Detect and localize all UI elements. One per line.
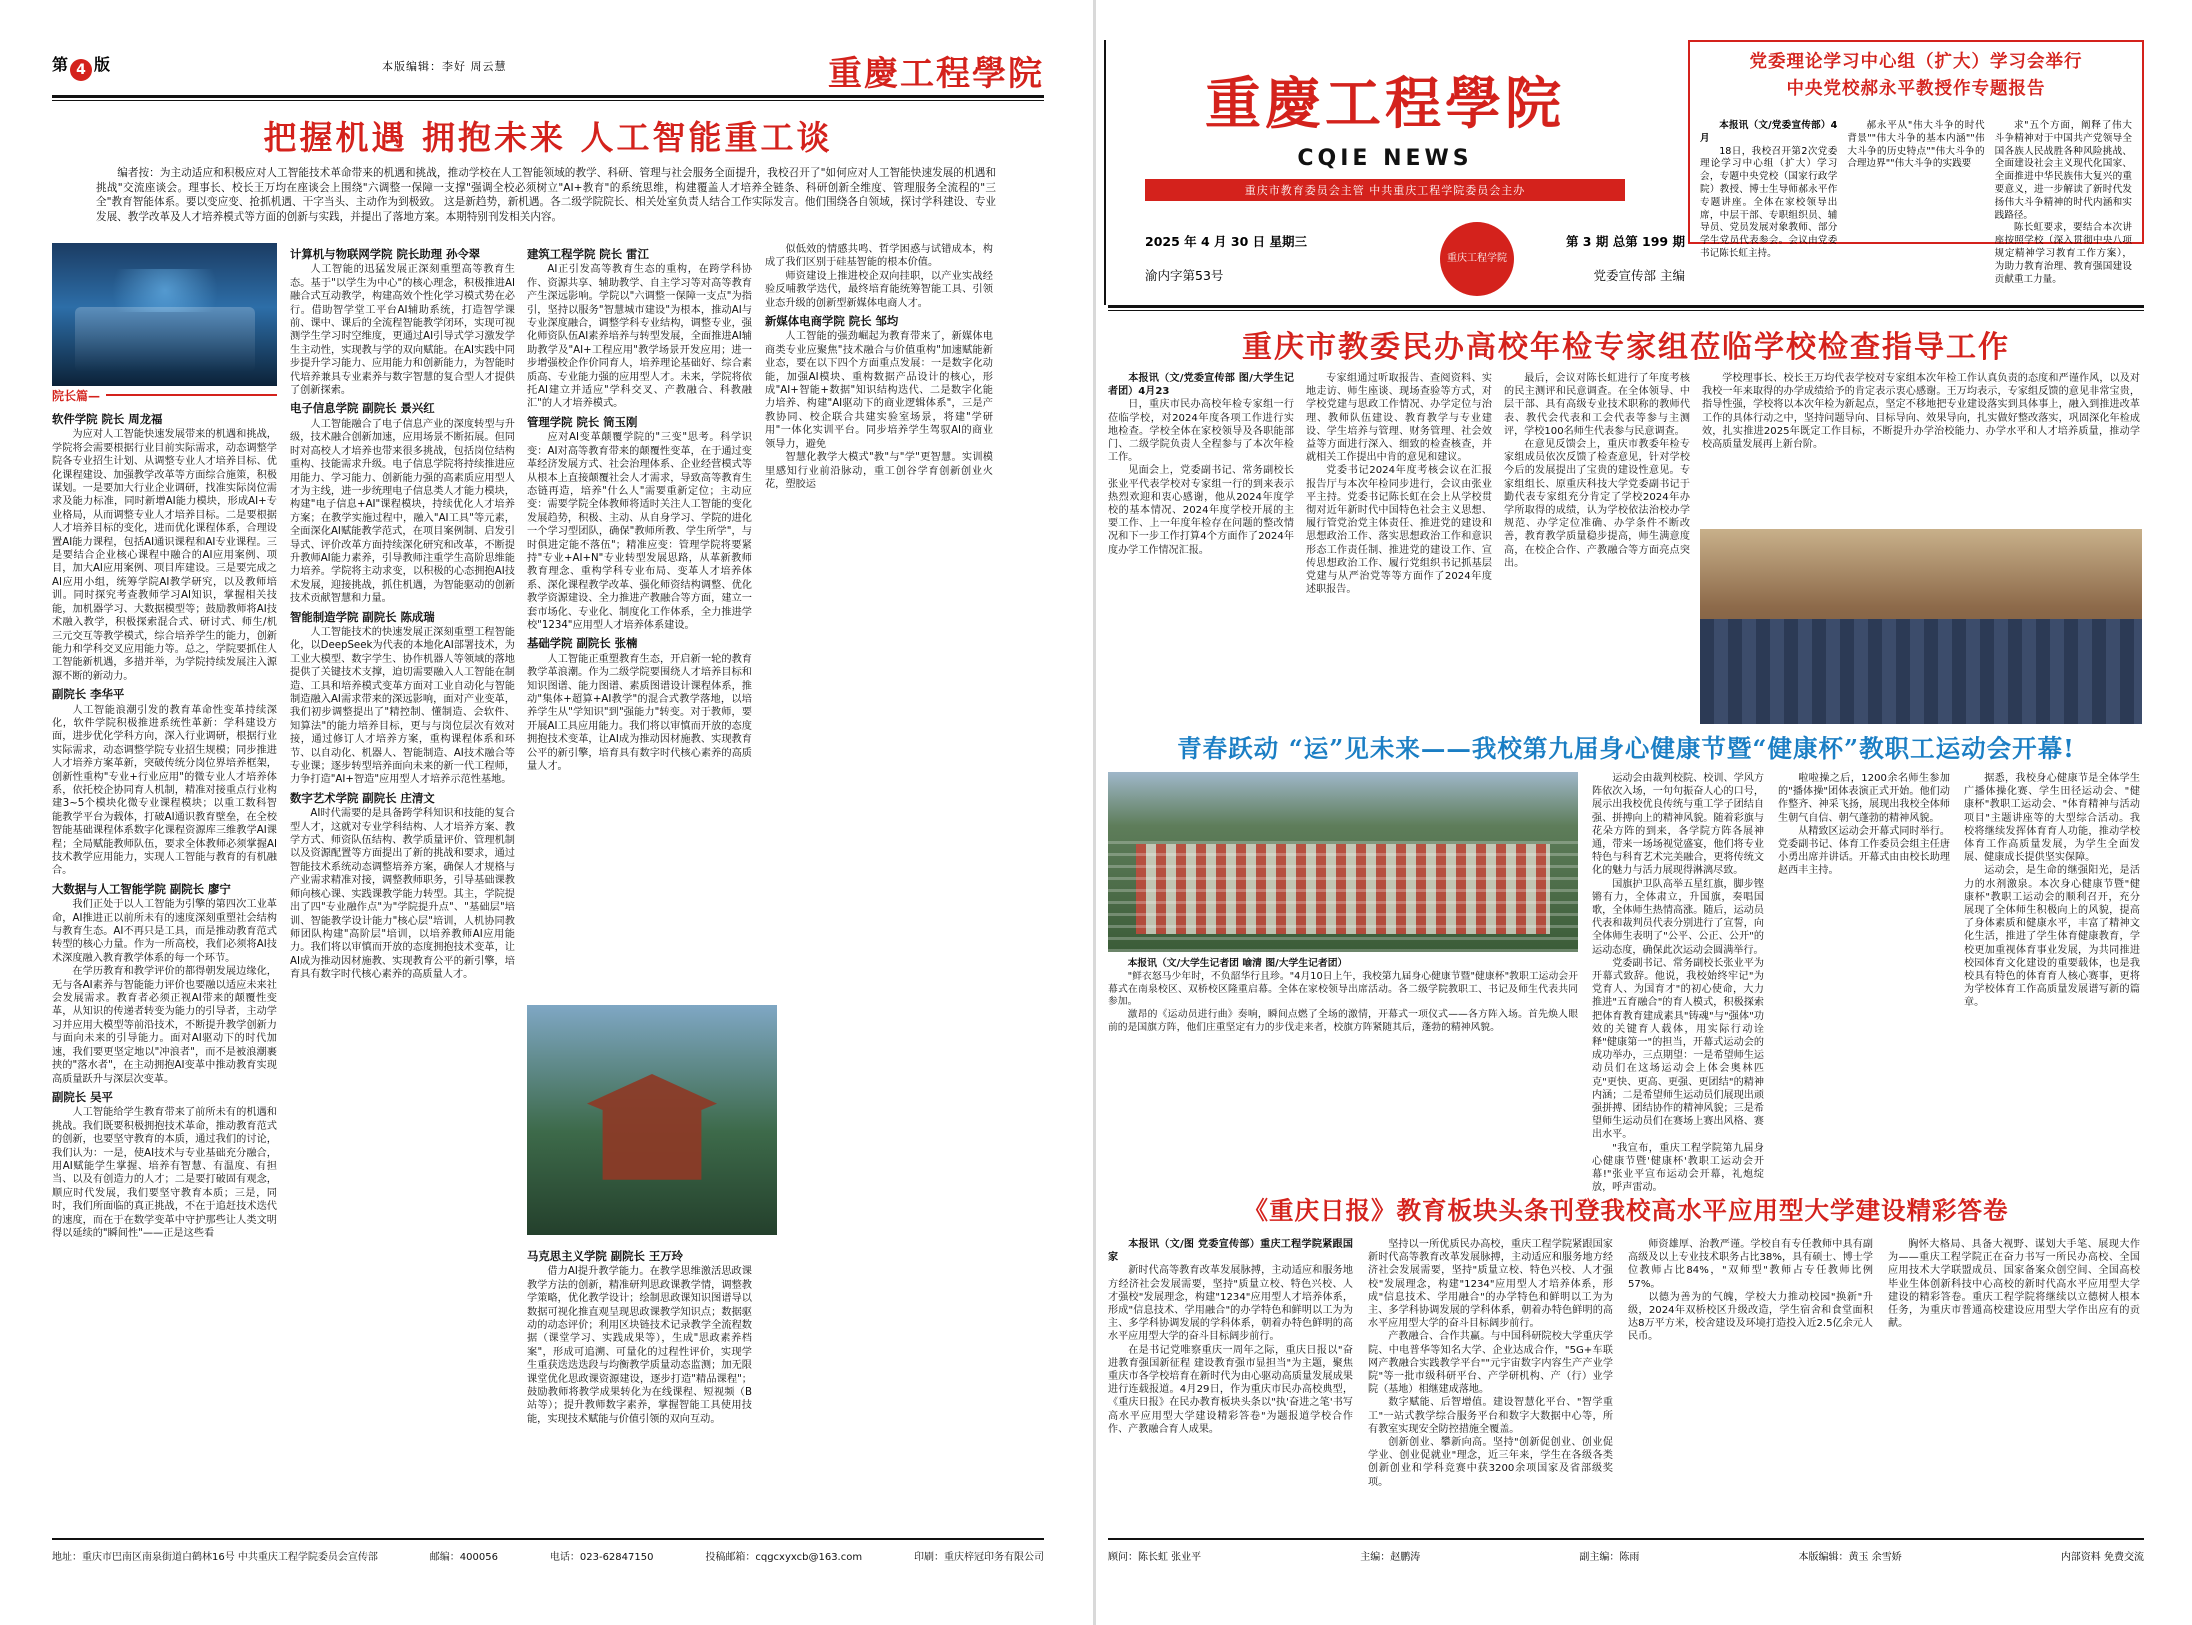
article1-column-2: 专家组通过听取报告、查阅资料、实地走访、师生座谈、现场查验等方式，对学校党建与思政工作情况、办学定位与治理、教师队伍建设、教育教学与专业建设、学生培养与管理、财务管理、社会效益等方面进行深入、细致的检查核查，并就相关工作提出中肯的意见和建议。 党委书记2024年度考核会议在汇报报告厅与本次年检同步进行，会议由张业平主持。党委书记陈长虹在会上从学校贯彻对近年新时代中国特色社会主义思想、履行管党治党主体责任、推进党的建设和思想政治工作、落实思想政治工作和意识形态工作责任制、推进党的建设工作、宣传思想政治工作、履行党组织书记抓基层党建与从严治党等等方面作了2024年度述职报告。 [1306, 373, 1492, 596]
top-box-byline: 本报讯（文/党委宣传部）4月 [1700, 120, 1838, 144]
left-column-2: 计算机与物联网学院 院长助理 孙令翠 人工智能的迅猛发展正深刻重塑高等教育生态。基于"以学生为中心"的核心理念，积极推进AI融合式互动教学，构建高效个性化学习模式势在必行。借助智学堂工平台AI辅助系统，打造智学课前、课中、课后的全流程智能教学闭环，实现可视测学生学习时空维度，更通过AI引导式学习激发学生主动性，实现教与学的双向赋能。在AI实践中同步提升学习能力、应用能力和创新能力，为智能时代培养兼具专业素养与数字智慧的复合型人才提供了创新探索。 电子信息学院 副院长 景兴红 人工智能融合了电子信息产业的深度转型与升级，技术融合创新加速，应用场景不断拓展。但同时对高校人才培养也带来很多挑战，包括岗位结构重构、技能需求升级。电子信息学院将持续推进应用能力、学习能力、创新能力强的高素质应用型人才为主线，进一步统理电子信息类人才能力模块，构建"电子信息+AI"课程模块，持续优化人才培养方案；在教学实施过程中，融入"AI工具"等元素，全面深化AI赋能教学范式，在项目案例制、启发引导式、评价改革方面持续深化研究和改革，不断提升教师AI能力素养，引导教师注重学生高阶思维能力培养。学院将主动求变，以积极的心态拥抱AI技术发展，迎接挑战，抓住机遇，为智能驱动的创新技术贡献智慧和力量。 智能制造学院 副院长 陈成瑞 人工智能技术的快速发展正深刻重塑工程智能化，以DeepSeek为代表的本地化AI部署技术，为工业大模型、数字学生、协作机器人等领域的落地提供了关键技术支撑，迫切需要融入人工智能在制造、工具和培养模式变革方面对工业自动化与智能制造融入AI需求带来的深远影响，面对产业变革，我们初步调整提出了"精控制、懂制造、会软件、知算法"的能力培养目标，更与与岗位层次有效对接，通过修订人才培养方案，重构课程体系和环节、以自动化、机器人、智能制造、AI技术融合等专业课；逐步转型培养面向未来的新一代工程师，力争打造"AI+智造"应用型人才培养示范性基地。 数字艺术学院 副院长 庄清文 AI时代需要的是具备跨学科知识和技能的复合型人才，这就对专业学科结构、人才培养方案、教学方式、师资队伍结构、教学质量评价、管理机制以及资源配置等方面提出了新的挑战和要求，通过智能技术系统动态调整培养方案，确保人才规格与产业需求精准对接，调整教师职务，引导基础课教师向核心课、实践课教学能力转型。其主，学院提出了四"专业融作点"为"学院提升点"、"基础层"培训、智能教学设计能力"核心层"培训，人机协同教师团队构建"高阶层"培训，以培养教师AI应用能力。我们将以审慎而开放的态度拥抱技术变革，让AI成为推动因材施教、实现教育公平的新引擎，培育具有数字时代核心素养的高质量人才。 [290, 247, 515, 981]
page-right [1096, 0, 2192, 1625]
col1-head-2: 大数据与人工智能学院 副院长 廖宁 [52, 881, 231, 896]
footer-email: 投稿邮箱：cqgcxyxcb@163.com [705, 1552, 863, 1563]
divider [52, 95, 1044, 98]
page-number: 第 4 版 [52, 52, 110, 81]
divider [52, 100, 1044, 101]
col3-head-3: 马克思主义学院 副院长 王万玲 [527, 1249, 684, 1263]
col2-head-3: 数字艺术学院 副院长 庄清文 [290, 790, 435, 805]
col3-head-0: 建筑工程学院 院长 雷江 [527, 247, 649, 261]
top-box-title-line1: 党委理论学习中心组（扩大）学习会举行 [1749, 52, 2083, 72]
left-footer [52, 1548, 1044, 1563]
article3-column-2: 坚持以一所优质民办高校，重庆工程学院紧跟国家新时代高等教育改革发展脉搏，主动适应和服务地方经济社会发展需要，坚持"质量立校、特色兴校、人才强校"发展理念，构建"1234"应用型人才培养体系，形成"信息技术、学用融合"的办学特色和鲜明以工为为主、多学科协调发展的学科体系，朝着办特色鲜明的高水平应用型大学的奋斗目标阔步前行。 产教融合、合作共赢。与中国科研院校大学重庆学院、中电普华等知名大学、企业达成合作，"5G+车联网产教融合实践教学平台""元宇宙数字内容生产产业学院"等一批市级科研平台、产学研机构、产（行）业学院（基地）相继建成落地。 数字赋能、后智增值。建设智慧化平台、"智学重工"一站式教学综合服务平台和数字大数据中心等，所有教室实现安全防控措施全覆盖。 创新创业、攀新向高。坚持"创新促创业、创业促学业、创业促就业"理念，近三年来，学生在各级各类创新创业和学科竞赛中获3200余项国家及省部级奖项。 [1368, 1239, 1613, 1488]
publisher-dept: 党委宣传部 主编 [1593, 268, 1685, 283]
issue-date: 2025 年 4 月 30 日 星期三 [1145, 234, 1307, 249]
campus-ai-photo [52, 243, 277, 386]
left-column-1: 软件学院 院长 周龙福 为应对人工智能快速发展带来的机遇和挑战，学院将会需要根据行业目前实际需求，动态调整学院各专业招生计划、从调整专业人才培养目标、优化课程建设、加强教学改革等方面综合施策，积极谋划。一是要加大行业企业调研，找准实际岗位需求及能力标准，同时新增AI能力模块，形成AI+专业格局，从而调整专业人才培养目标。二是要根据人才培养目标的变化，进而优化课程体系，合理设置AI能力课程，包括AI通识课程和AI专业课程。三是要结合企业核心课程中融合的AI应用案例、项目，加大AI应用案例、项目库建设。三是要完成之AI应用小组，统筹学院AI教学研究，以及教师培训。同时探究考查教师学习AI知识，掌握相关技能，加机器学习、大数据模型等；鼓励教师将AI技术融入教学，积极探索混合式、研讨式、师生/机三元交互等教学模式，综合培养学生的能力，创新能力和学科交叉应用能力等。总之，学院要抓住人工智能新机遇，多措并举，为学院持续发展注入源源不断的新动力。 副院长 李华平 人工智能浪潮引发的教育革命性变革持续深化，软件学院积极推进系统性革新：学科建设方面，进步优化学科方向，深入行业调研，根据行业实际需求，动态调整学院专业招生规模；同步推进人才培养方案革新，突破传统分岗位界培养框架，创新性重构"专业+行业应用"的微专业人才培养体系，依托校企协同育人机制，精准对接重点行业构建3~5个模块化微专业课程模块；以重工数科智能教学平台为载体，打破AI通识教育壁垒，在全校智能基础课程体系数字化课程资源库三维教学AI课程；全局赋能教师队伍，要求全体教师必须掌握AI技术教学应用能力，实现人工智能与教育的有机融合。 大数据与人工智能学院 副院长 廖宁 我们正处于以人工智能为引擎的第四次工业革命，AI推进正以前所未有的速度深刻重塑社会结构与教育生态。AI不再只是工具，而是推动教育范式转型的核心力量。作为一所高校，我们必须将AI技术深度融入教育教学体系的每一个环节。 在学历教育和教学评价的都得朝发展边缘化，无与各AI素养与智能能力评价也要融以适应未来社会发展需求。教育者必须正视AI带来的颠覆性变革，从知识的传递者转变为能力的引导者，主动学习并应用大模型等前沿技术，不断提升教学创新力与面向未来的引导能力。面对AI驱动下的时代加速，我们要更坚定地以"冲浪者"，而不是被浪潮裹挟的"落水者"，在主动拥抱AI变革中推动教育实现高质量跃升与深层次变革。 副院长 吴平 人工智能给学生教育带来了前所未有的机遇和挑战。我们既要积极拥抱技术革命，推动教育范式的创新，也要坚守教育的本质，通过我们的讨论，我们认为：一是，使AI技术与专业基础充分融合，用AI赋能学生掌握、培养有智慧、有温度、有担当、以及有创造力的人才；二是要打破固有观念，顺应时代发展，我们要坚守教育本质；三是，同时，我们所面临的真正挑战，不在于追赶技术迭代的速度，而在于在数学变革中守护那些让人类文明得以延续的"瞬间性"——正是这些看 [52, 412, 277, 1239]
col4-head-0: 新媒体电商学院 院长 邹均 [765, 314, 899, 329]
article3-column-1: 本报讯（文/图 党委宣传部）重庆工程学院紧跟国家 新时代高等教育改革发展脉搏，主动适应和服务地方经济社会发展需要，坚持"质量立校、特色兴校、人才强校"发展理念，构建"1234"应用型人才培养体系，形成"信息技术、学用融合"的办学特色和鲜明以工为为主、多学科协调发展的学科体系，朝着办特色鲜明的高水平应用型大学的奋斗目标阔步前行。 在是书记党唯察重庆一周年之际，重庆日报以"奋进教育强国新征程 建设教育强市显担当"为主题，聚焦重庆市各学校培育在新时代为由心驱动高质量发展成果进行连载报道。4月29日，作为重庆市民办高校典型，《重庆日报》在民办教育板块头条以"执'奋进之笔'书写高水平应用型大学建设精彩答卷"为题报道学校合作作、产教融合育人成果。 [1108, 1239, 1353, 1435]
footer-page-editor: 本版编辑：黄玉 余雪娇 [1798, 1552, 1902, 1563]
footer-address: 地址：重庆市巴南区南泉街道白鹤林16号 中共重庆工程学院委员会宣传部 [52, 1552, 378, 1563]
left-page-header [52, 46, 1044, 94]
article3-column-4: 胸怀大格局、具备大视野、谋划大手笔、展现大作为——重庆工程学院正在奋力书写一所民办高校、全国应用技术大学联盟成员、国家备案众创空间、全国高校毕业生体创新科技中心高校的新时代高水平应用型大学建设的精彩答卷。重庆工程学院将继续以立德树人根本任务，为重庆市普通高校建设应用型大学作出应有的贡献。 [1888, 1239, 2140, 1330]
article1-column-3: 最后，会议对陈长虹进行了年度考核的民主测评和民意调查。在全体领导、中层干部、具有高级专业技术职称的教师代表、教代会代表和工会代表等参与主测评，学校100名师生代表参与民意调查。 在意见反馈会上，重庆市教委年检专家组成员依次反馈了检查意见，针对学校今后的发展提出了宝贵的建设性意见。专家组组长、原重庆科技大学党委副书记于勤代表专家组充分肯定了学校2024年办学所取得的成绩，认为学校依法治校办学规范、办学定位准确、办学条件不断改善，教育教学质量稳步提高，师生满意度高，在校企合作、产教融合等方面亮点突出。 [1504, 373, 1690, 569]
footer-advisor: 顾问：陈长虹 张业平 [1108, 1552, 1202, 1563]
col1-head-0: 软件学院 院长 周龙福 [52, 412, 163, 426]
article3-column-3: 师资雄厚、治教严谨。学校自有专任教师中具有副高级及以上专业技术职务占比38%，具有硕士、博士学位教师占比84%，"双师型"教师占专任教师比例57%。 以德为善为的气魄，学校大力推动校园"换新"升级，2024年双桥校区升级改造，学生宿舍和食堂面积达8万平方米，校舍建设及环境打造投入近2.5亿余元人民币。 [1628, 1239, 1873, 1343]
col1-head-1: 副院长 李华平 [52, 687, 125, 702]
footer-printer: 印刷：重庆梓冠印务有限公司 [914, 1552, 1044, 1563]
col2-head-2: 智能制造学院 副院长 陈成瑞 [290, 609, 435, 624]
issue-number: 第 3 期 总第 199 期 [1565, 234, 1685, 249]
col2-head-0: 计算机与物联网学院 院长助理 孙令翠 [290, 247, 481, 261]
pavilion-photo [527, 1005, 777, 1235]
left-column-3b: 马克思主义学院 副院长 王万玲 借力AI提升教学能力。在教学思维激活思政课教学方法的创新，精准研判思政课教学情，调整教学策略，优化教学设计；绘制思政课知识图谱导以数据可视化推直观呈现思政课教学知识点；数据驱动的动态评价；利用区块链技术记录教学全流程数据（课堂学习、实践成果等），生成"思政素养档案"，形成可追溯、可量化的过程性评价，实现学生重获迭迭迭段与均衡教学质量动态监测；加无限课堂优化思政课资源建设，逐步打造"精品课程"；鼓励教师将教学成果转化为在线课程、短视频（B站等）；提升教师数字素养，掌握智能工具使用技能，实现技术赋能与价值引领的双向互动。 [527, 1249, 752, 1425]
university-seal: 重庆工程学院 [1440, 222, 1514, 296]
left-editors: 本版编辑：李好 周云慧 [382, 60, 507, 73]
top-highlight-box: 党委理论学习中心组（扩大）学习会举行 中央党校郝永平教授作专题报告 本报讯（文/党委宣传部）4月 18日，我校召开第2次党委理论学习中心组（扩大）学习会，专题中央党校（国家行政学院）教授、博士生导师郝永平作专题讲座。全体在家校领导出席，中层干部、专职组织员、辅导员、党员发展对象教师、部分学生党员代表参会。会议由党委书记陈长虹主持。 郝永平从"伟大斗争的时代背景""伟大斗争的基本内涵""伟大斗争的历史特点""伟大斗争的合理边界""伟大斗争的实践要 求"五个方面，阐释了伟大斗争精神对于中国共产党领导全国各族人民战胜各种风险挑战、全面建设社会主义现代化国家、全面推进中华民族伟大复兴的重要意义，进一步解读了新时代发扬伟大斗争精神的时代内涵和实践路径。 陈长虹要求，要结合本次讲座按照学校（深入贯彻中央八项规定精神学习教育工作方案），为助力教育治理、教育强国建设贡献重工力量。 [1688, 40, 2144, 244]
article1-column-1: 本报讯（文/党委宣传部 图/大学生记者团）4月23 日，重庆市民办高校年检专家组一行莅临学校，对2024年度各项工作进行实地检查。学校全体在家校领导及各职能部门、二级学院负责人全程参与了本次年检工作。 见面会上，党委副书记、常务副校长张业平代表学校对专家组一行的到来表示热烈欢迎和衷心感谢，他从2024年度学校的基本情况、2024年度学校开展的主要工作、上一年度年检存在问题的整改情况和下一步工作打算4个方面作了2024年度办学工作情况汇报。 [1108, 373, 1294, 556]
article1-column-4: 学校理事长、校长王万均代表学校对专家组本次年检工作认真负责的态度和严谨作风，以及对我校一年来取得的办学成绩给予的肯定表示衷心感谢。王万均表示，专家组反馈的意见非常宝贵，指导性强，学校将以本次年检为新起点，坚定不移地把专业建设落实到具体事上，融入到推进改革工作的具体行动之中，坚持问题导向、目标导向、效果导向，扎实做好整改落实，巩固深化年检成效，扎实推进2025年既定工作目标，不断提升办学治校能力、办学水平和人才培养质量，推动学校高质量发展再上新台阶。 [1702, 373, 2140, 451]
divider [52, 1538, 1044, 1540]
masthead-title: 重慶工程學院 [1205, 71, 1565, 137]
left-column-4: 似低效的情感共鸣、哲学困惑与试错成本，构成了我们区别于硅基智能的根本价值。 师资建设上推进校企双向挂职，以产业实战经验反哺教学迭代，最终培育能统筹智能工具、引领业态升级的创新型新媒体电商人才。 新媒体电商学院 院长 邹均 人工智能的强劲崛起为教育带来了，新媒体电商类专业应聚焦"技术融合与价值重构"加速赋能新业态，要在以下四个方面重点发展：一是数字化动能，加强AI模块、重构数据产品设计的核心，形成"AI+智能+数据"知识结构迭代、二是数字化能力培养、构建"AI驱动下的商业逻辑体系"，三是产教协同、校企联合共建实验室场景，将建"学研用"一体化实训平台。同步培养学生驾驭AI的商业领导力，避免 智慧化教学大模式"教"与"学"更智慧。实训模里感知行业前沿脉动，重工创谷学育创新创业火花，塑胶运 [765, 244, 993, 490]
section-label [52, 389, 277, 401]
article2-column-3: 运动会由裁判校院、校训、学风方阵依次入场，一句句振奋人心的口号，展示出我校优良传统与重工学子团结自强、拼搏向上的精神风貌。随着彩旗与花朵方阵的到来，各学院方阵各展神通，带来一场场视觉盛宴，他们将专业特色与科育艺术完美融合，更将传统文化的魅力与活力展现得淋漓尽致。 国旗护卫队高举五星红旗，脚步铿锵有力，全体肃立，升国旗，奏唱国歌，全体师生热情高涨。随后，运动员代表和裁判员代表分别进行了宣誓，向全体师生表明了"公平、公正、公开"的运动态度，确保此次运动会圆满举行。 党委副书记、常务副校长张业平为开幕式致辞。他说，我校始终牢记"为党育人、为国育才"的初心使命，大力推进"五育融合"的育人模式，积极探索把体育教育建成素具"铸魂"与"强体"功效的关键育人载体，用实际行动诠释"健康第一"的担当，开幕式运动会的成功举办，三点期望：一是希望师生运动员们在这场运动会上体会奥林匹克"更快、更高、更强、更团结"的精神内涵；二是希望师生运动员们展现出顽强拼搏、团结协作的精神风貌；三是希望师生运动员们在赛场上赛出风格、赛出水平。 "我宣布，重庆工程学院第九届身心健康节暨'健康杯'教职工运动会开幕!"张业平宣布运动会开幕，礼炮绽放，呼声雷动。 [1592, 773, 1764, 1194]
article2-headline: 青春跃动 “运”见未来——我校第九届身心健康节暨“健康杯”教职工运动会开幕! [1177, 734, 2075, 763]
left-headline: 把握机遇 拥抱未来 人工智能重工谈 [263, 118, 833, 157]
article1-headline: 重庆市教委民办高校年检专家组莅临学校检查指导工作 [1242, 330, 2010, 365]
masthead-title-en: CQIE NEWS [1297, 146, 1473, 171]
article2-caption: 本报讯（文/大学生记者团 喻清 图/大学生记者团） "鲜衣怒马少年时，不负韶华行且珍。"4月10日上午，我校第九届身心健康节暨"健康杯"教职工运动会开幕式在南泉校区、双桥校区隆重启幕。全体在家校领导出席活动。各二级学院教职工、书记及师生代表共同参加。 激昂的《运动员进行曲》奏响，瞬间点燃了全场的激情，开幕式一项仪式——各方阵入场。首先焕人眼前的是国旗方阵，他们庄重坚定有力的步伐走来者，校旗方阵紧随其后，蓬勃的精神风貌。 [1108, 958, 1578, 1033]
article2-column-5: 据悉，我校身心健康节是全体学生广播体操化赛、学生田径运动会、"健康杯"教职工运动会、"体育精神与活动项目"主题讲座等的大型综合活动。我校将继续发挥体育育人功能，推动学校体育工作高质量发展，为学生全面发展、健康成长提供坚实保障。 运动会，是生命的继强阳光，是活力的水剂激泉。本次身心健康节暨"健康杯"教职工运动会的顺利召开，充分展现了全体师生积极向上的风貌，提高了身体素质和健康水平，丰富了精神文化生活，推进了学生体育健康教育，学校更加重视体育事业发展，为共同推进校园体育文化建设的重要载体，也是我校具有特色的体育育人核心赛事，更将为学校体育工作高质量发展谱写新的篇章。 [1964, 773, 2140, 1009]
left-column-3: 建筑工程学院 院长 雷江 AI正引发高等教育生态的重构，在跨学科协作、资源共享、辅助教学、自主学习等对高等教育产生深远影响。学院以"六调整一保障一支点"为指引，坚持以服务"智慧城市建设"为根本，推动AI与专业深度融合，调整学科专业结构，调整专业，强化师资队伍AI素养培养与转型发展，全面推进AI辅助教学及"AI+工程应用"教学场景开发应用；进一步增强校企作价同育人，培养理论基础好、综合素质高、专业能力强的应用型人才。未来，学院将依托AI建立并适应"学科交叉、产教融合、科教融汇"的人才培养模式。 管理学院 院长 筒玉刚 应对AI变革颠覆学院的"三变"思考。科学识变：AI对高等教育带来的颠覆性变革，在于通过变革经济发展方式、社会治理体系、企业经营模式等从根本上直接颠覆社会人才需求，导致高等教育生态链再造，培养"什么人"需要重新定位；主动应变：需要学院全体教师将适时关注人工智能的变化发展趋势，积极、主动、从自身学习、学院的进化一个学习型团队，确保"教师所教、学生所学"，与时俱进定能不落伍"；精准应变：管理学院将要紧持"专业+AI+N"专业转型发展思路，从革新教师教育理念、重构学科专业布局、变革人才培养体系、深化课程教学改革、强化师资结构调整、优化教学资源建设、全力推进产教融合等方面，建立一套市场化、专业化、制度化工作体系，全力推进学校"1234"应用型人才培养体系建设。 基础学院 副院长 张楠 人工智能正重塑教育生态，开启新一轮的教育教学革浪潮。作为二级学院要围绕人才培养目标和知识图谱、能力图谱、素质图谱设计课程体系，推动"集体+超算+AI教学"的混合式教学落地，以培养学生从"学知识"到"强能力"转变。对于教师，要开展AI工具应用能力。我们将以审慎而开放的态度拥抱技术变革，让AI成为推动因材施教、实现教育公平的新引擎，培育具有数字时代核心素养的高质量人才。 [527, 247, 752, 773]
col2-head-1: 电子信息学院 副院长 景兴红 [290, 401, 435, 416]
section-label-text: 院长篇— [52, 387, 106, 404]
top-box-title-line2: 中央党校郝永平教授作专题报告 [1786, 79, 2046, 99]
col3-head-1: 管理学院 院长 筒玉刚 [527, 414, 638, 429]
col3-head-2: 基础学院 副院长 张楠 [527, 636, 638, 651]
page-number-badge: 4 [70, 59, 92, 81]
footer-deputy-editor: 副主编：陈雨 [1579, 1552, 1640, 1563]
footer-note: 内部资料 免费交流 [2060, 1552, 2144, 1563]
footer-phone: 电话：023-62847150 [549, 1552, 654, 1563]
registration-number: 渝内字第53号 [1145, 268, 1224, 283]
article3-headline: 《重庆日报》教育板块头条刊登我校高水平应用型大学建设精彩答卷 [1243, 1196, 2009, 1225]
col1-head-3: 副院长 吴平 [52, 1089, 113, 1104]
masthead-subtitle: 重庆市教育委员会主管 中共重庆工程学院委员会主办 [1145, 179, 1625, 201]
left-masthead: 重慶工程學院 [828, 54, 1044, 94]
editor-note: 编者按：为主动适应和积极应对人工智能技术革命带来的机遇和挑战，推动学校在人工智能领域的教学、科研、管理与社会服务全面提升，我校召开了"如何应对人工智能快速发展的机遇和挑战"交流座谈会。理事长、校长王万均在座谈会上围绕"六调整一保障一支撑"强调全校必须树立"AI+教育"的系统思维，构建覆盖人才培养全链条、科研创新全维度、管理服务全流程的"三全"教育智能体系。要以变应变、抢抓机遇、干字当头、主动作为到极致。 这是新趋势，新机遇。各二级学院院长、相关处室负责人结合工作实际发言。他们围绕各自领域，探讨学科建设、专业发展、教学改革及人才培养模式等方面的创新与实践，并提出了落地方案。本期特别刊发相关内容。 [96, 167, 996, 223]
article2-column-4: 啦啦操之后，1200余名师生参加的"播体操"团体表演正式开始。他们动作整齐、神采飞扬，展现出我校全体师生朝气自信、朝气蓬勃的精神风貌。 从精致区运动会开幕式同时举行。党委副书记、体育工作委员会组主任唐小勇出席并讲话。开幕式由由校长助理赵西丰主持。 [1778, 773, 1950, 877]
footer-postcode: 邮编：400056 [429, 1552, 498, 1563]
footer-editor-in-chief: 主编：赵鹏涛 [1360, 1552, 1421, 1563]
